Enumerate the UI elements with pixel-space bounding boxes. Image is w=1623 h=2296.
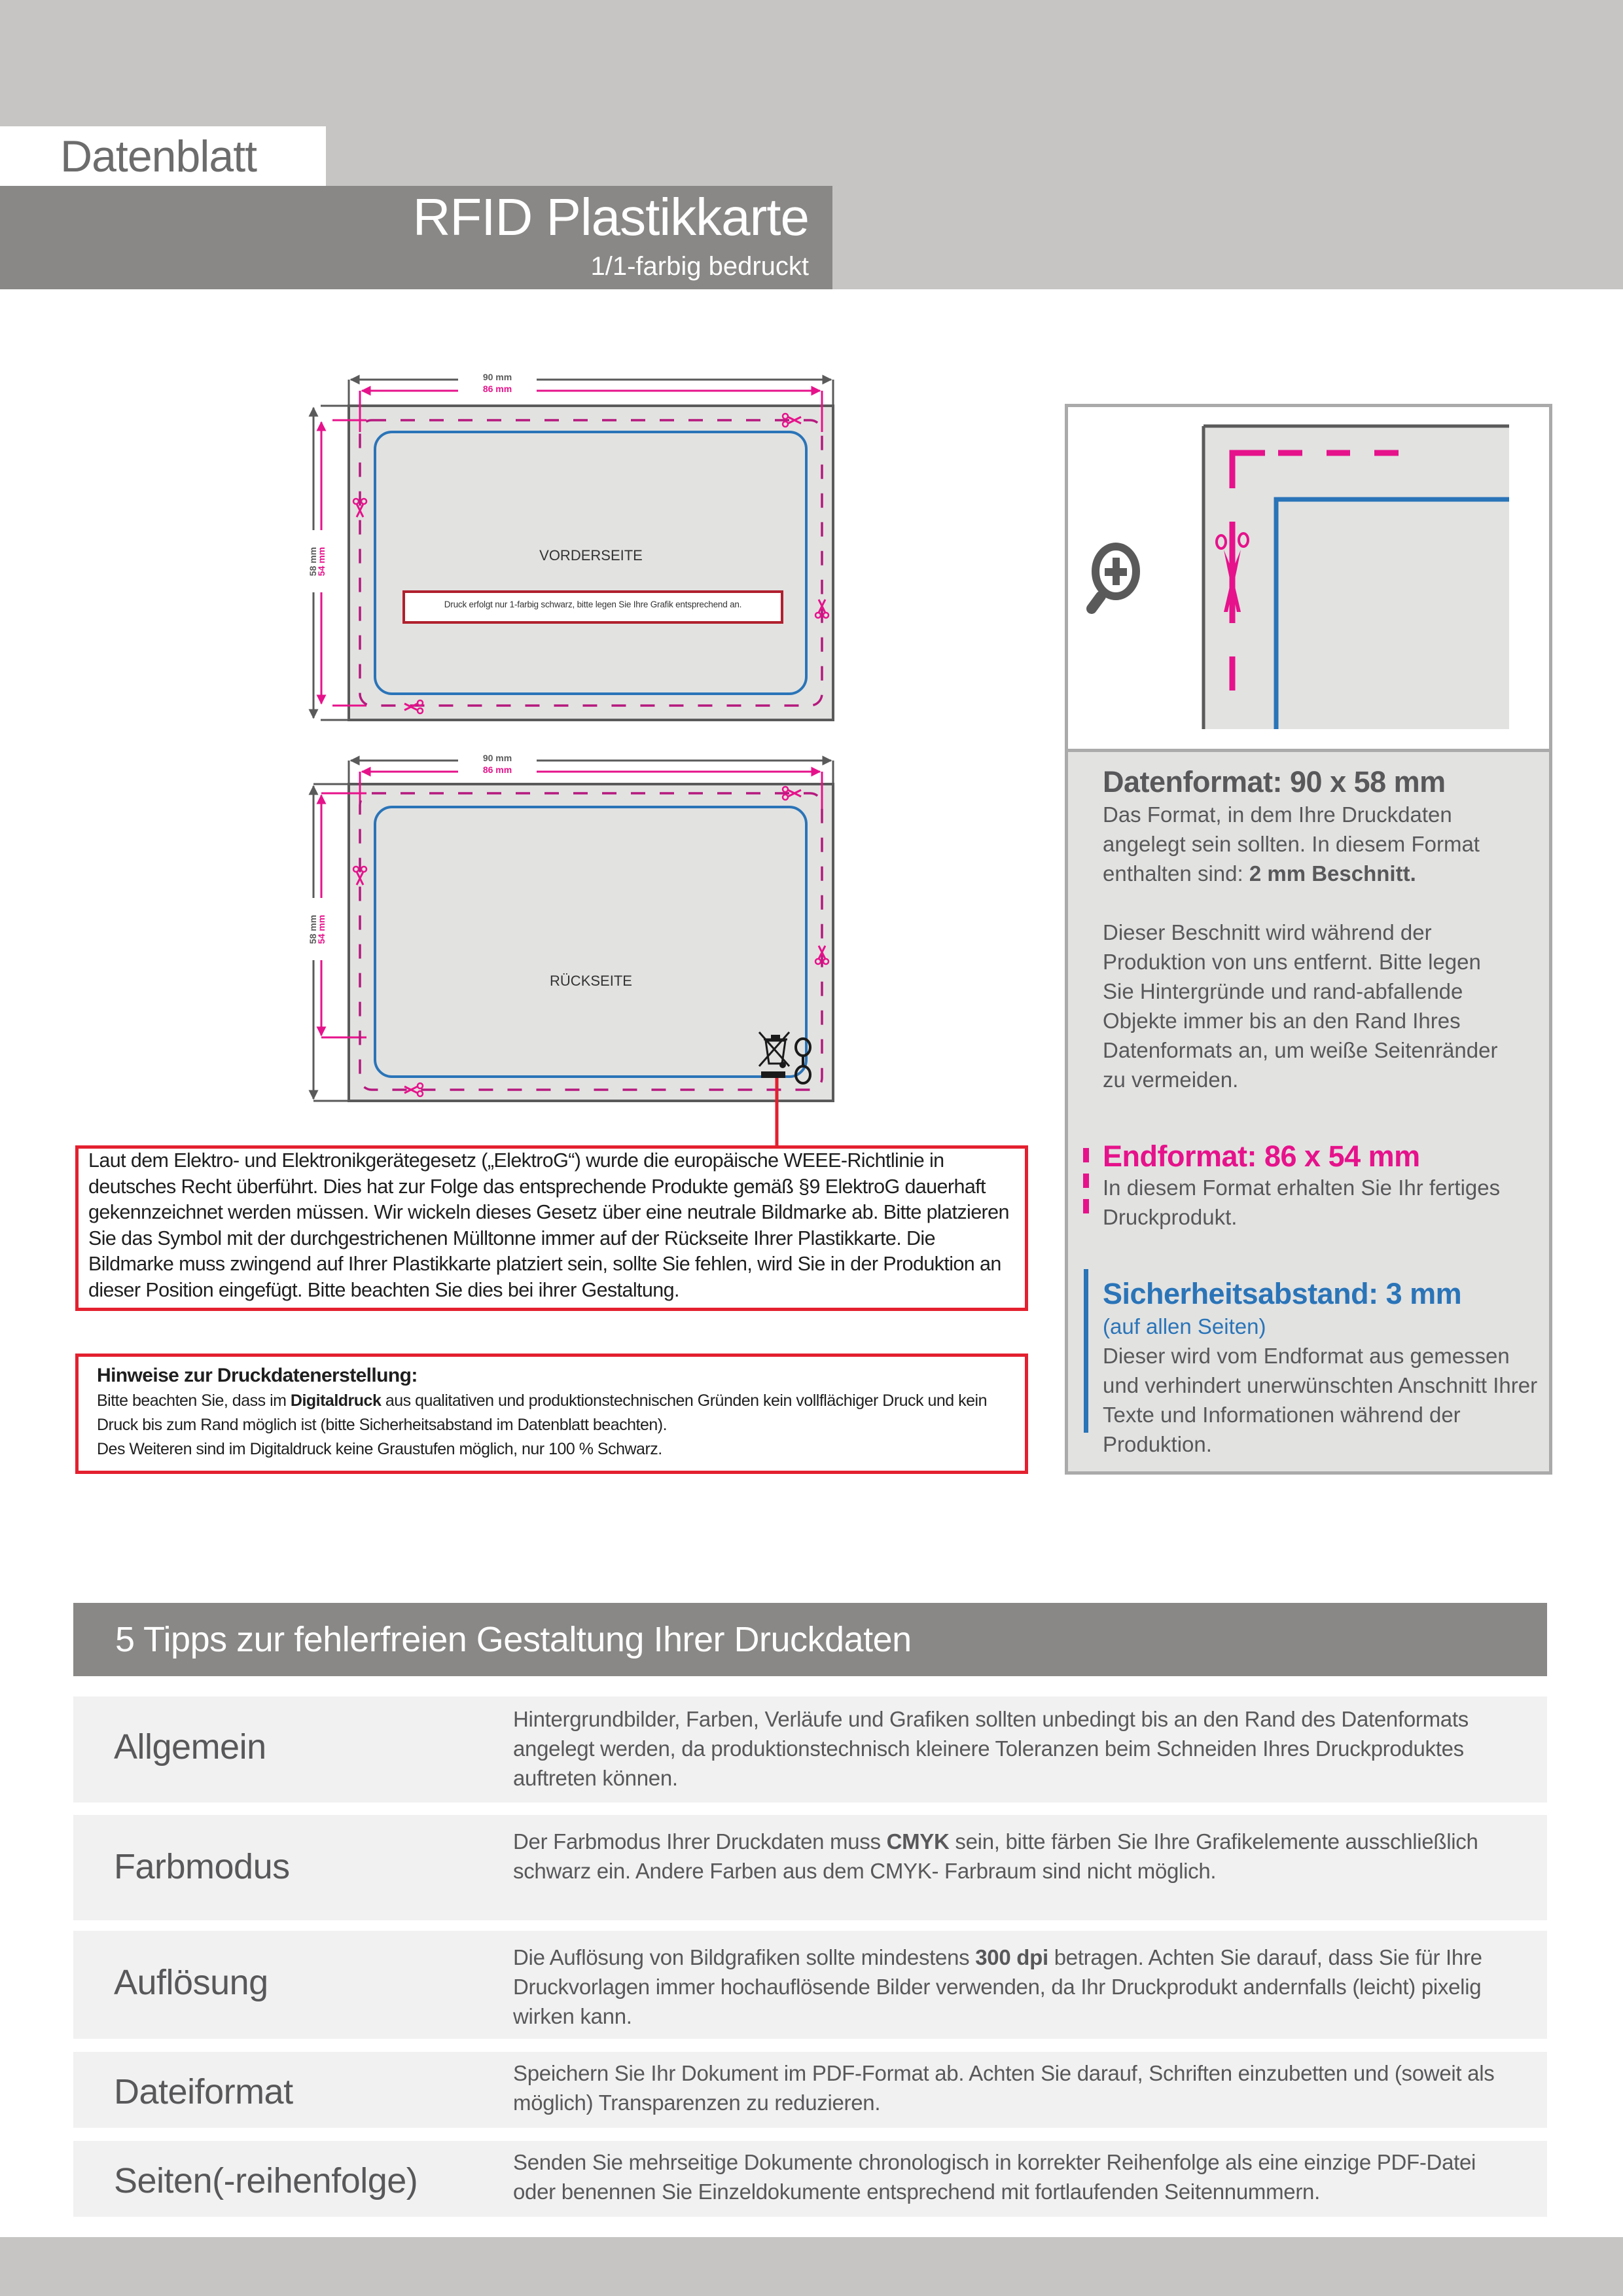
- print-hints-emphasis: Digitaldruck: [290, 1391, 382, 1410]
- tips-title: 5 Tipps zur fehlerfreien Gestaltung Ihrer Druckdaten: [115, 1620, 912, 1659]
- document-type-label: Datenblatt: [60, 132, 257, 181]
- tip-row: [73, 2141, 1547, 2217]
- tip-emphasis: CMYK: [886, 1829, 950, 1854]
- tip-text: Hintergrundbilder, Farben, Verläufe und Grafiken sollten unbedingt bis an den Rand des Datenformats angelegt werden, da produktionstechnisch kleinere Toleranzen beim Schneiden Ihres Druckproduktes auftreten können.: [513, 1707, 1469, 1790]
- tip-row: [73, 1815, 1547, 1920]
- tip-row: [73, 1696, 1547, 1803]
- endformat-marker: [1083, 1148, 1089, 1162]
- print-hints-text: [97, 1389, 1020, 1462]
- endformat-marker: [1083, 1199, 1089, 1213]
- tip-row: [73, 2052, 1547, 2128]
- endformat-text: In diesem Format erhalten Sie Ihr fertiges Druckprodukt.: [1103, 1175, 1501, 1229]
- datenformat-heading: Datenformat: 90 x 58 mm: [1103, 765, 1446, 798]
- print-hints-text-part: Bitte beachten Sie, dass im: [97, 1391, 291, 1410]
- front-height-total-label: 58 mm: [308, 547, 318, 577]
- tip-text: Speichern Sie Ihr Dokument im PDF-Format ab. Achten Sie darauf, Schriften einzubetten und (soweit als möglich) Transparenzen zu reduzieren.: [513, 2061, 1495, 2115]
- tip-label: Allgemein: [114, 1727, 266, 1767]
- tip-text: [513, 1943, 1521, 2031]
- product-subtitle: 1/1-farbig bedruckt: [590, 252, 809, 281]
- print-hints-text-part: Des Weiteren sind im Digitaldruck keine Graustufen möglich, nur 100 % Schwarz.: [97, 1440, 662, 1458]
- tip-row: [73, 1931, 1547, 2039]
- endformat-marker: [1083, 1174, 1089, 1188]
- back-data-format-area: [349, 784, 833, 1101]
- tip-text: Senden Sie mehrseitige Dokumente chronologisch in korrekter Reihenfolge als eine einzige PDF-Datei oder benennen Sie Einzeldokumente entsprechend mit fortlaufenden Seitennummern.: [513, 2150, 1476, 2204]
- endformat-heading: Endformat: 86 x 54 mm: [1103, 1139, 1420, 1173]
- print-hints-text-part: aus qualitativen und produktionstechnischen Gründen kein vollflächiger Druck und kein Druck bis zum Rand möglich ist (bitte Sicherheitsabstand im Datenblatt beachten).: [97, 1391, 988, 1434]
- tip-label: Auflösung: [114, 1963, 268, 2002]
- back-side-label: RÜCKSEITE: [550, 973, 632, 989]
- front-width-final-label: 86 mm: [482, 384, 512, 394]
- front-side-label: VORDERSEITE: [539, 547, 643, 564]
- datenformat-emphasis: 2 mm Beschnitt.: [1249, 861, 1416, 886]
- sicherheit-marker: [1084, 1269, 1088, 1433]
- tip-text: [513, 1827, 1521, 1886]
- tip-text-part: Der Farbmodus Ihrer Druckdaten muss: [513, 1829, 887, 1854]
- tip-emphasis: 300 dpi: [975, 1945, 1048, 1969]
- back-width-final-label: 86 mm: [482, 764, 512, 775]
- sicherheit-subheading: (auf allen Seiten): [1103, 1314, 1266, 1338]
- footer-band: [0, 2237, 1623, 2296]
- tip-text-part: Die Auflösung von Bildgrafiken sollte mindestens: [513, 1945, 976, 1969]
- front-width-total-label: 90 mm: [482, 372, 512, 382]
- front-height-final-label: 54 mm: [316, 547, 327, 577]
- tip-label: Seiten(-reihenfolge): [114, 2161, 418, 2200]
- magnifier-plus-icon: [1092, 547, 1136, 609]
- tip-label: Farbmodus: [114, 1847, 290, 1886]
- back-width-total-label: 90 mm: [482, 753, 512, 763]
- datenformat-text-part: Das Format, in dem Ihre Druckdaten angelegt sein sollten. In diesem Format enthalten sind:: [1103, 802, 1480, 886]
- tip-label: Dateiformat: [114, 2072, 293, 2111]
- sicherheit-text: Dieser wird vom Endformat aus gemessen und verhindert unerwünschten Anschnitt Ihrer Texte und Informationen während der Produktion.: [1103, 1344, 1538, 1456]
- sicherheit-heading: Sicherheitsabstand: 3 mm: [1103, 1277, 1462, 1310]
- back-height-total-label: 58 mm: [308, 914, 318, 944]
- print-hints-title: Hinweise zur Druckdatenerstellung:: [97, 1365, 418, 1386]
- bleed-detail-svg: [1068, 407, 1549, 749]
- back-card-diagram: [313, 761, 833, 1147]
- front-print-note: Druck erfolgt nur 1-farbig schwarz, bitte legen Sie Ihre Grafik entsprechend an.: [444, 600, 742, 609]
- weee-notice-text: Laut dem Elektro- und Elektronikgerätegesetz („ElektroG“) wurde die europäische WEEE-Richtlinie in deutsches Recht überführt. Dies hat zur Folge das entsprechende Produkte gemäß §9 ElektroG dauerhaft gekennzeichnet werden müssen. Wir wickeln dieses Gesetz über eine neutrale Bildmarke ab. Bitte platzieren Sie das Symbol mit der durchgestrichenen Mülltonne immer auf der Rückseite Ihrer Plastikkarte. Die Bildmarke muss zwingend auf Ihrer Plastikkarte platziert sein, sollte Sie fehlen, wird Sie in der Produktion an dieser Position eingefügt. Bitte beachten Sie dies bei ihrer Gestaltung.: [88, 1149, 1009, 1301]
- tip-text-part: sein, bitte färben Sie Ihre Grafikelemente ausschließlich schwarz ein. Andere Farben aus dem CMYK- Farbraum sind nicht möglich.: [513, 1829, 1478, 1883]
- product-title: RFID Plastikkarte: [412, 188, 809, 246]
- back-height-final-label: 54 mm: [316, 914, 327, 944]
- datenformat-text: [1103, 800, 1528, 888]
- tip-text-part: betragen. Achten Sie darauf, dass Sie für Ihre Druckvorlagen immer hochauflösende Bilder verwenden, da Ihr Druckprodukt andernfalls (leicht) pixelig wirken kann.: [513, 1945, 1482, 2028]
- datenformat-text-2: Dieser Beschnitt wird während der Produktion von uns entfernt. Bitte legen Sie Hintergründe und rand-abfallende Objekte immer bis an den Rand Ihres Datenformats an, um weiße Seitenränder zu vermeiden.: [1103, 920, 1498, 1092]
